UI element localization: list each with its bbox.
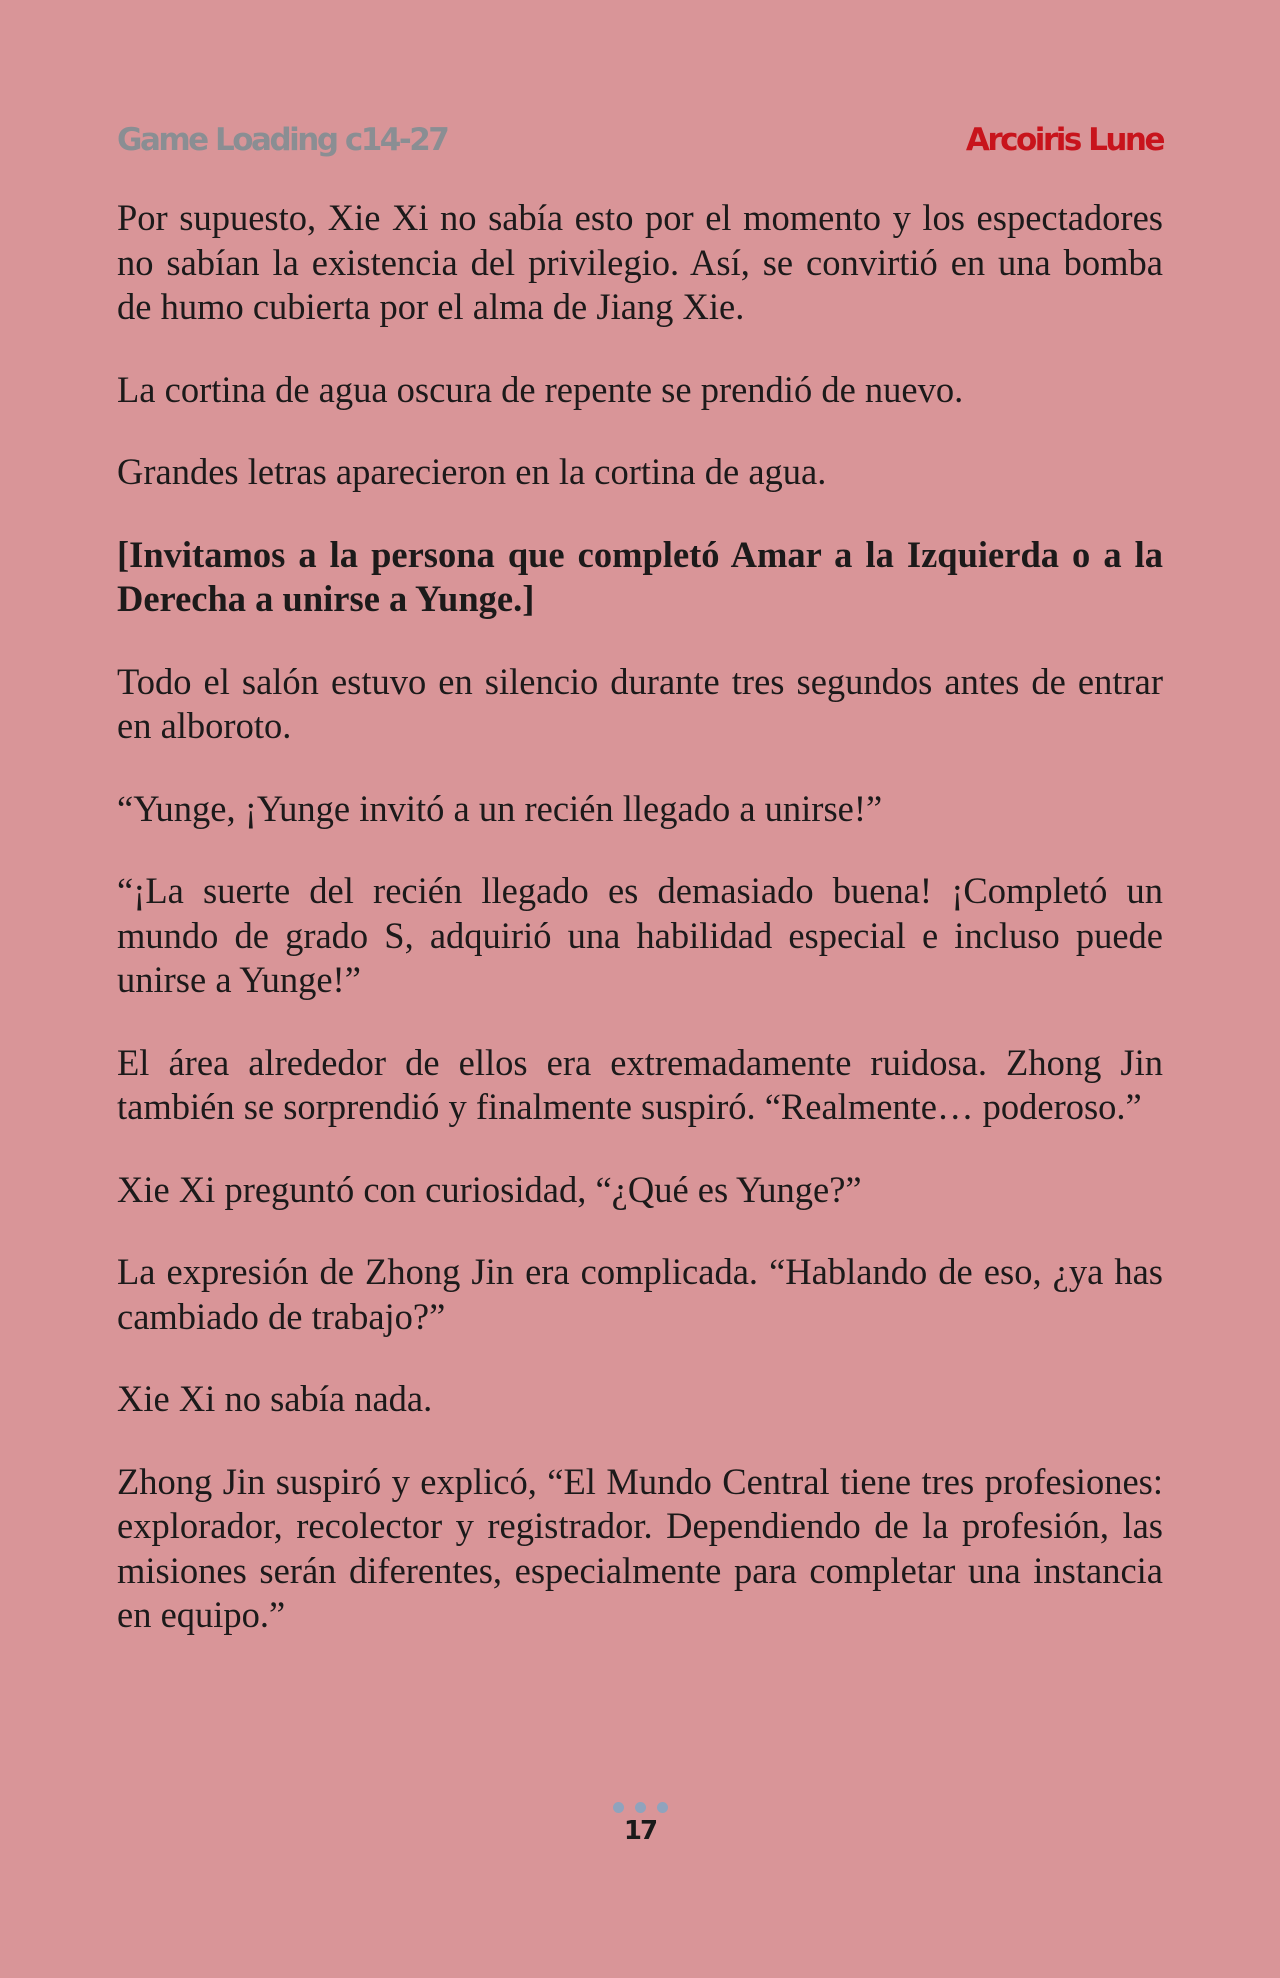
footer-dots-ornament [0,1800,1280,1814]
page-number: 17 [623,1816,657,1846]
dot-icon [635,1802,646,1813]
paragraph: “Yunge, ¡Yunge invitó a un recién llegado a unirse!” [117,787,883,829]
paragraph: Xie Xi no sabía nada. [117,1378,433,1419]
translator-name: Arcoiris Lune [965,122,1163,158]
paragraph: Por supuesto, Xie Xi no sabía esto por el momento y los espectadores no sabían la existencia del privilegio. Así, se convirtió en una bomba de humo cubierta por el alma de Jiang Xie. [117,197,1163,327]
paragraph: Xie Xi preguntó con curiosidad, “¿Qué es Yunge?” [117,1168,862,1210]
paragraph: Zhong Jin suspiró y explicó, “El Mundo Central tiene tres profesiones: explorador, recolector y registrador. Dependiendo de la profesión, las misiones serán diferentes, especialmente para completar una instancia en equipo.” [117,1460,1163,1635]
dot-icon [657,1802,668,1813]
paragraph: El área alrededor de ellos era extremadamente ruidosa. Zhong Jin también se sorprendió y finalmente suspiró. “Realmente… poderoso.” [117,1041,1163,1127]
system-message: [Invitamos a la persona que completó Amar a la Izquierda o a la Derecha a unirse a Yunge.] [117,533,1163,619]
paragraph: Todo el salón estuvo en silencio durante tres segundos antes de entrar en alboroto. [117,660,1163,746]
body-text [117,196,1163,1676]
paragraph: “¡La suerte del recién llegado es demasiado buena! ¡Completó un mundo de grado S, adquirió una habilidad especial e incluso puede unirse a Yunge!” [117,870,1163,1000]
page-footer [0,1800,1280,1846]
paragraph: La expresión de Zhong Jin era complicada. “Hablando de eso, ¿ya has cambiado de trabajo?” [117,1251,1163,1337]
dot-icon [613,1802,624,1813]
paragraph: Grandes letras aparecieron en la cortina de agua. [117,451,827,492]
book-title: Game Loading c14-27 [117,122,448,158]
page-header [117,118,1163,162]
paragraph: La cortina de agua oscura de repente se prendió de nuevo. [117,368,964,410]
